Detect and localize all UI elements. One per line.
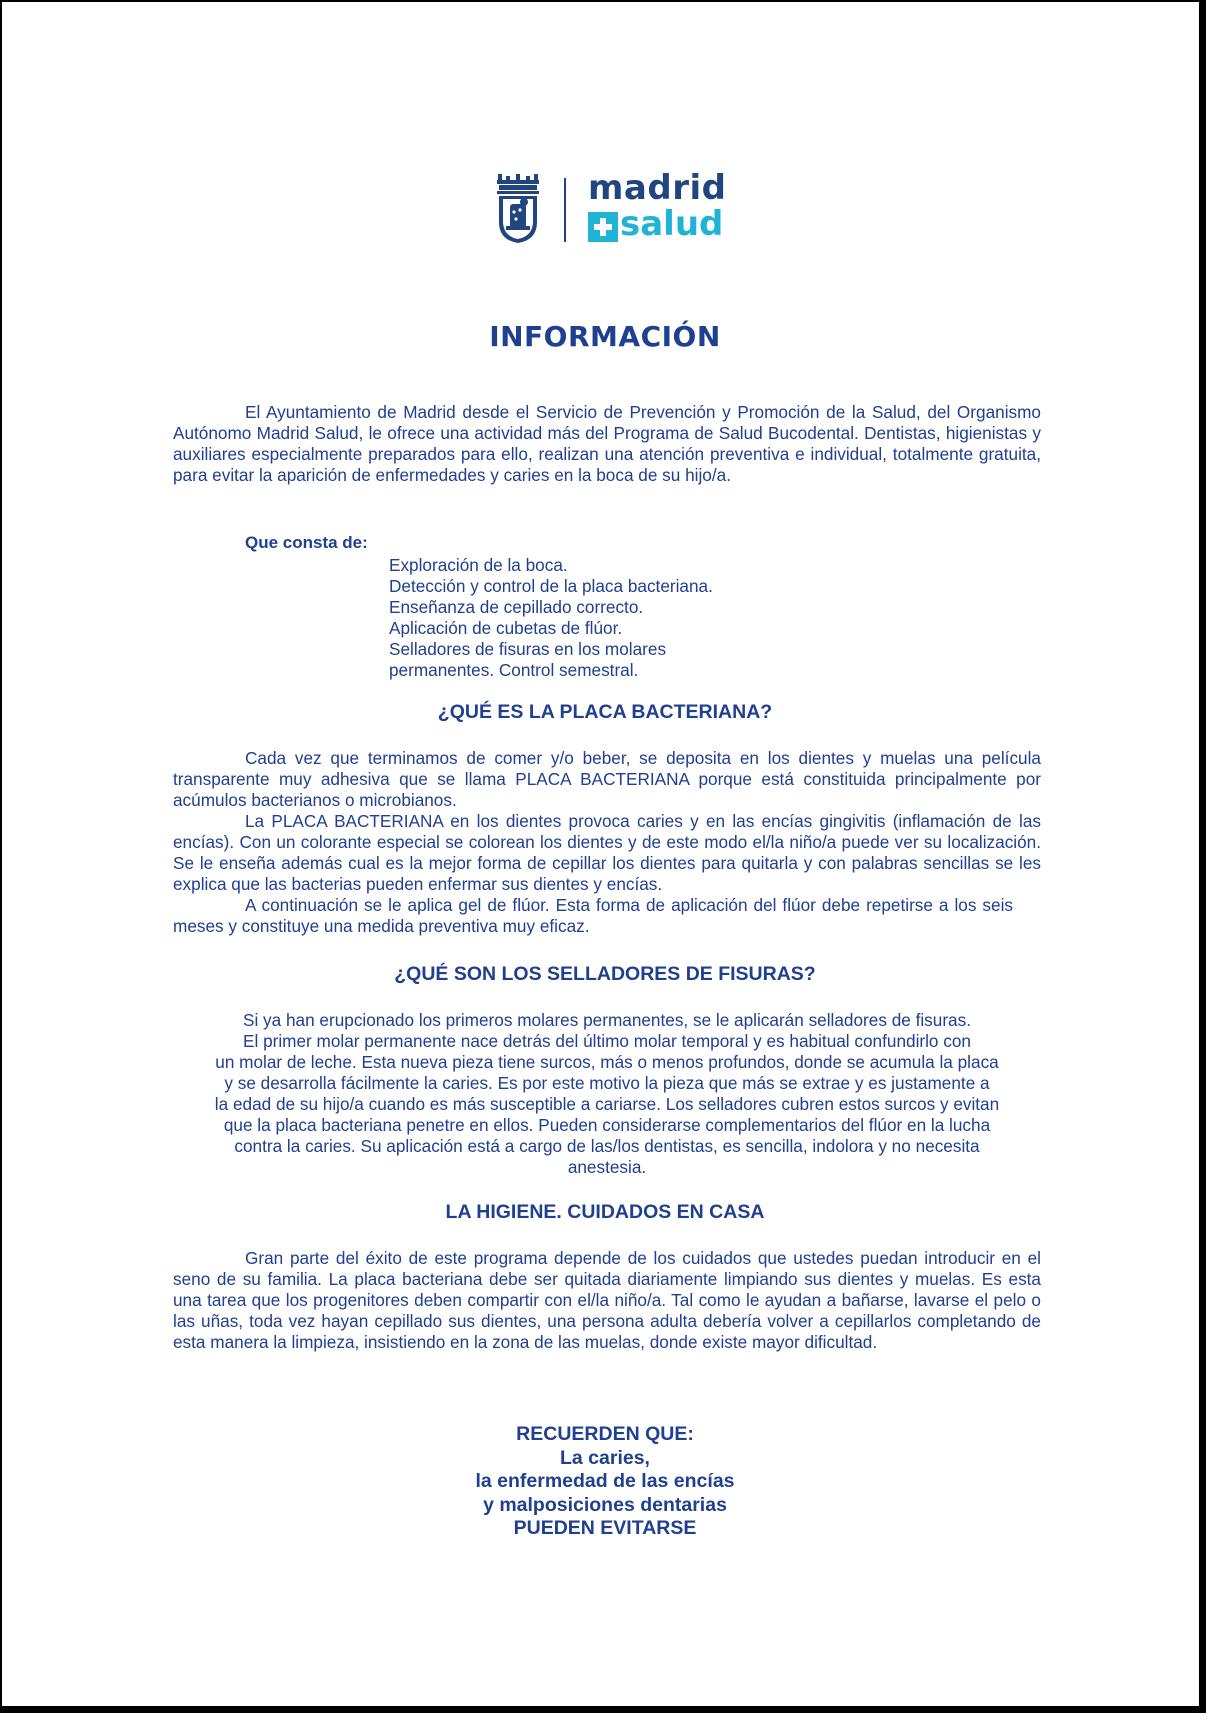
list-item: Detección y control de la placa bacteriana. [389, 576, 713, 596]
recuerden-line: PUEDEN EVITARSE [513, 1517, 697, 1539]
selladores-line: contra la caries. Su aplicación está a cargo de las/los dentistas, es sencilla, indolora y no necesita [234, 1136, 980, 1156]
consta-list [389, 555, 713, 681]
higiene-paragraph: Gran parte del éxito de este programa depende de los cuidados que ustedes puedan introducir en el seno de su familia. La placa bacteriana debe ser quitada diariamente limpiando sus dientes y muelas. Es esta una tarea que los progenitores deben compartir con el/la niño/a. Tal como le ayudan a bañarse, lavarse el pelo o las uñas, toda vez hayan cepillado sus dientes, una persona adulta debería volver a cepillarlos completando de esta manera la limpieza, insistiendo en la zona de las muelas, donde existe mayor dificultad. [173, 1248, 1041, 1352]
logo-madrid-text: madrid [588, 168, 727, 208]
selladores-heading: ¿QUÉ SON LOS SELLADORES DE FISURAS? [394, 963, 816, 985]
list-item: Selladores de fisuras en los molares [389, 639, 667, 659]
selladores-line: anestesia. [567, 1157, 647, 1177]
recuerden-line: La caries, [560, 1446, 650, 1469]
intro-section [173, 402, 1041, 486]
placa-paragraph-2: La PLACA BACTERIANA en los dientes provoca caries y en las encías gingivitis (inflamación de las encías). Con un colorante especial se colorean los dientes y de este modo el/la niño/a puede ver su localización. Se le enseña además cual es la mejor forma de cepillar los dientes para quitarla y con palabras sencillas se les explica que las bacterias pueden enfermar sus dientes y encías. [173, 811, 1041, 894]
list-item: Enseñanza de cepillado correcto. [389, 597, 644, 617]
logo-divider [564, 178, 566, 242]
plus-icon [588, 212, 618, 242]
selladores-line: Si ya han erupcionado los primeros molares permanentes, se le aplicarán selladores de fisuras. [243, 1010, 971, 1030]
selladores-section [173, 1010, 1041, 1178]
recuerden-line: la enfermedad de las encías [475, 1470, 735, 1492]
list-item: permanentes. Control semestral. [389, 660, 639, 680]
recuerden-line: RECUERDEN QUE: [516, 1423, 694, 1445]
selladores-line: y se desarrolla fácilmente la caries. Es por este motivo la pieza que más se extrae y es justamente a [224, 1073, 990, 1093]
page-title: INFORMACIÓN [489, 320, 721, 353]
madrid-salud-logo [496, 168, 727, 248]
madrid-crest-icon [496, 174, 540, 244]
selladores-line: la edad de su hijo/a cuando es más susceptible a cariarse. Los selladores cubren estos surcos y evitan [214, 1094, 1000, 1114]
recuerden-line: y malposiciones dentarias [483, 1493, 727, 1516]
higiene-heading: LA HIGIENE. CUIDADOS EN CASA [445, 1201, 765, 1223]
placa-section [173, 748, 1041, 937]
placa-paragraph-1: Cada vez que terminamos de comer y/o beber, se deposita en los dientes y muelas una película transparente muy adhesiva que se llama PLACA BACTERIANA porque está constituida principalmente por acúmulos bacterianos o microbianos. [173, 748, 1041, 810]
logo-salud-text: salud [620, 204, 724, 244]
list-item: Exploración de la boca. [389, 555, 568, 575]
consta-label: Que consta de: [245, 533, 368, 552]
selladores-line: El primer molar permanente nace detrás del último molar temporal y es habitual confundirlo con [243, 1031, 971, 1051]
placa-paragraph-3: A continuación se le aplica gel de flúor. Esta forma de aplicación del flúor debe repetirse a los seis meses y constituye una medida preventiva muy eficaz. [173, 895, 1013, 936]
intro-paragraph: El Ayuntamiento de Madrid desde el Servicio de Prevención y Promoción de la Salud, del Organismo Autónomo Madrid Salud, le ofrece una actividad más del Programa de Salud Bucodental. Dentistas, higienistas y auxiliares especialmente preparados para ello, realizan una atención preventiva e individual, totalmente gratuita, para evitar la aparición de enfermedades y caries en la boca de su hijo/a. [173, 402, 1041, 485]
recuerden-block [2, 1423, 1208, 1541]
list-item: Aplicación de cubetas de flúor. [389, 618, 623, 638]
higiene-section [173, 1248, 1041, 1353]
selladores-line: que la placa bacteriana penetre en ellos. Pueden considerarse complementarios del flúor en la lucha [223, 1115, 991, 1135]
placa-heading: ¿QUÉ ES LA PLACA BACTERIANA? [437, 701, 773, 723]
selladores-line: un molar de leche. Esta nueva pieza tiene surcos, más o menos profundos, donde se acumula la placa [215, 1052, 999, 1072]
